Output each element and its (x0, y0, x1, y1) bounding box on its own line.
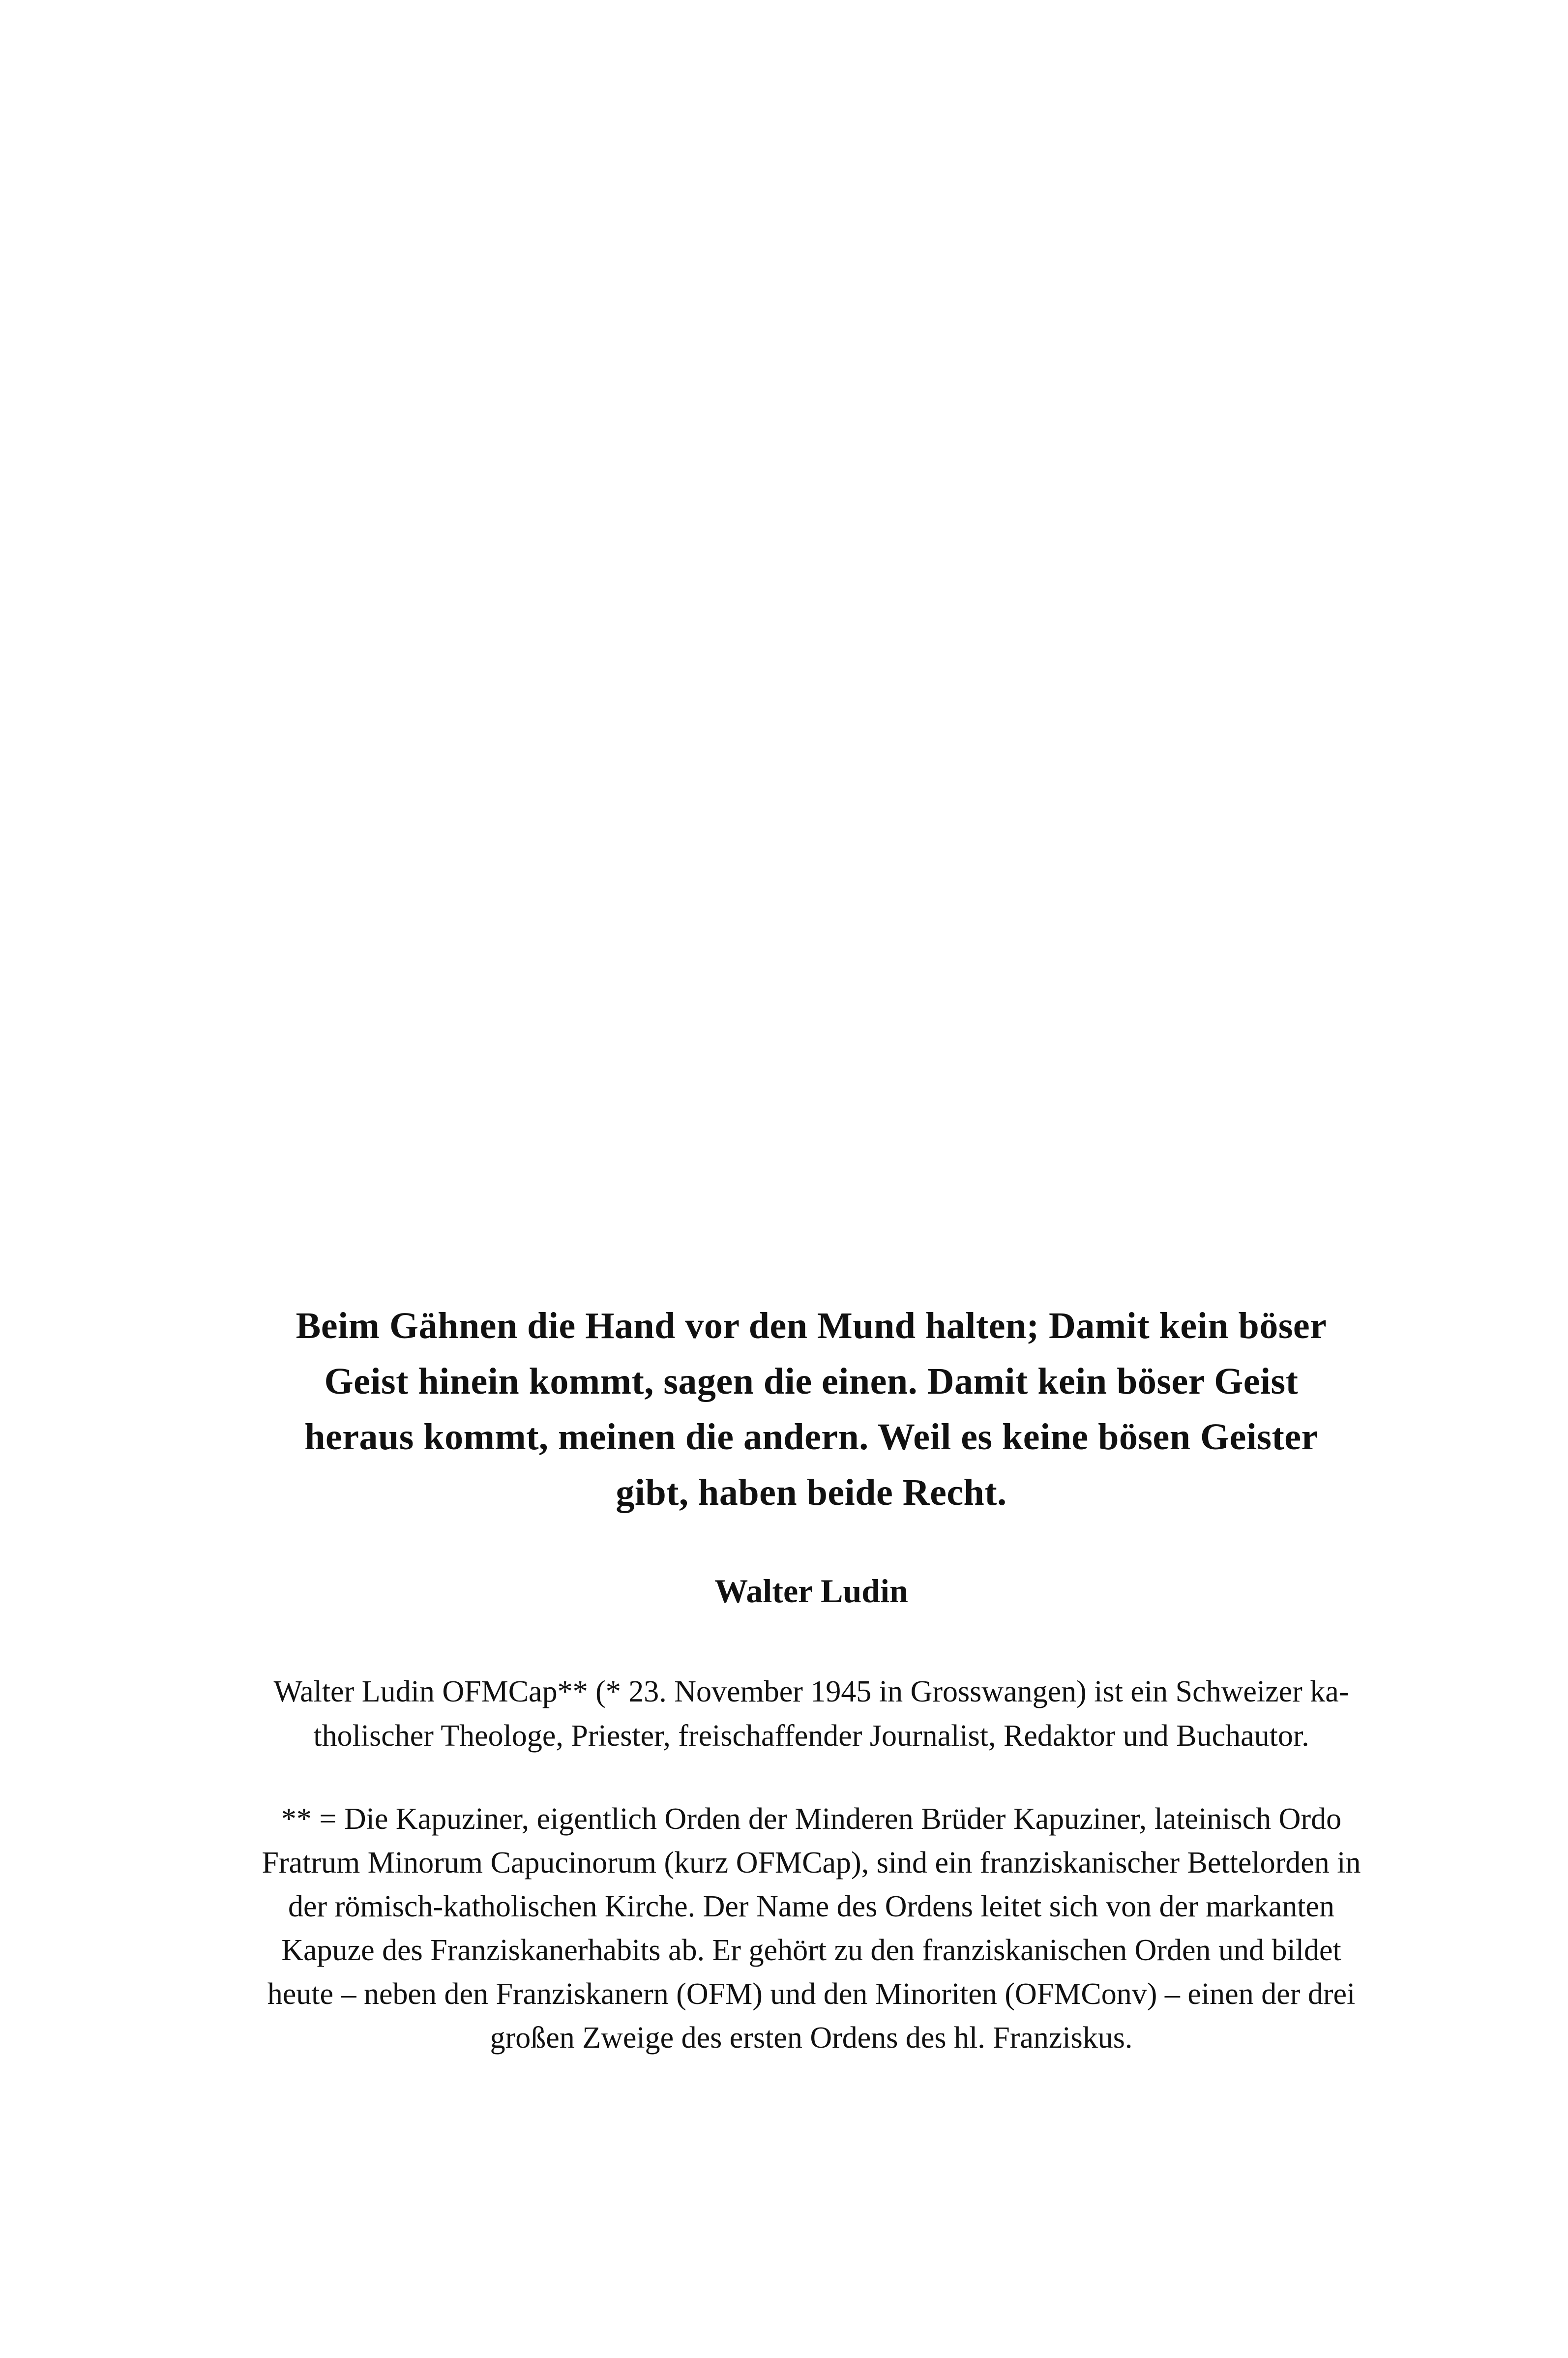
quote-line: gibt, haben beide Recht. (616, 1472, 1007, 1513)
quote-line: Beim Gähnen die Hand vor den Mund halten; Damit kein böser (296, 1305, 1327, 1346)
footnote-line: ** = Die Kapuziner, eigentlich Orden der Minderen Brüder Kapuziner, lateinisch Ordo (281, 1802, 1342, 1836)
footnote-line: Kapuze des Franziskanerhabits ab. Er gehört zu den franziskanischen Orden und bildet (281, 1934, 1341, 1967)
bio-line: tholischer Theologe, Priester, freischaffender Journalist, Redaktor und Buchautor. (313, 1719, 1309, 1753)
bio-line: Walter Ludin OFMCap** (* 23. November 1945 in Grosswangen) ist ein Schweizer ka- (273, 1675, 1349, 1708)
footnote-line: der römisch-katholischen Kirche. Der Name des Ordens leitet sich von der markanten (288, 1890, 1334, 1923)
author-bio (231, 1670, 1391, 1758)
quote-block (231, 1298, 1391, 1521)
footnote-line: heute – neben den Franziskanern (OFM) und den Minoriten (OFMConv) – einen der drei (267, 1977, 1356, 2011)
footnote (231, 1797, 1391, 2060)
quote-line: heraus kommt, meinen die andern. Weil es keine bösen Geister (304, 1416, 1318, 1458)
quote-author: Walter Ludin (714, 1572, 908, 1610)
footnote-line: großen Zweige des ersten Ordens des hl. Franziskus. (490, 2021, 1133, 2055)
footnote-line: Fratrum Minorum Capucinorum (kurz OFMCap), sind ein franziskanischer Bettelorden in (262, 1846, 1361, 1880)
quote-line: Geist hinein kommt, sagen die einen. Damit kein böser Geist (324, 1361, 1299, 1402)
